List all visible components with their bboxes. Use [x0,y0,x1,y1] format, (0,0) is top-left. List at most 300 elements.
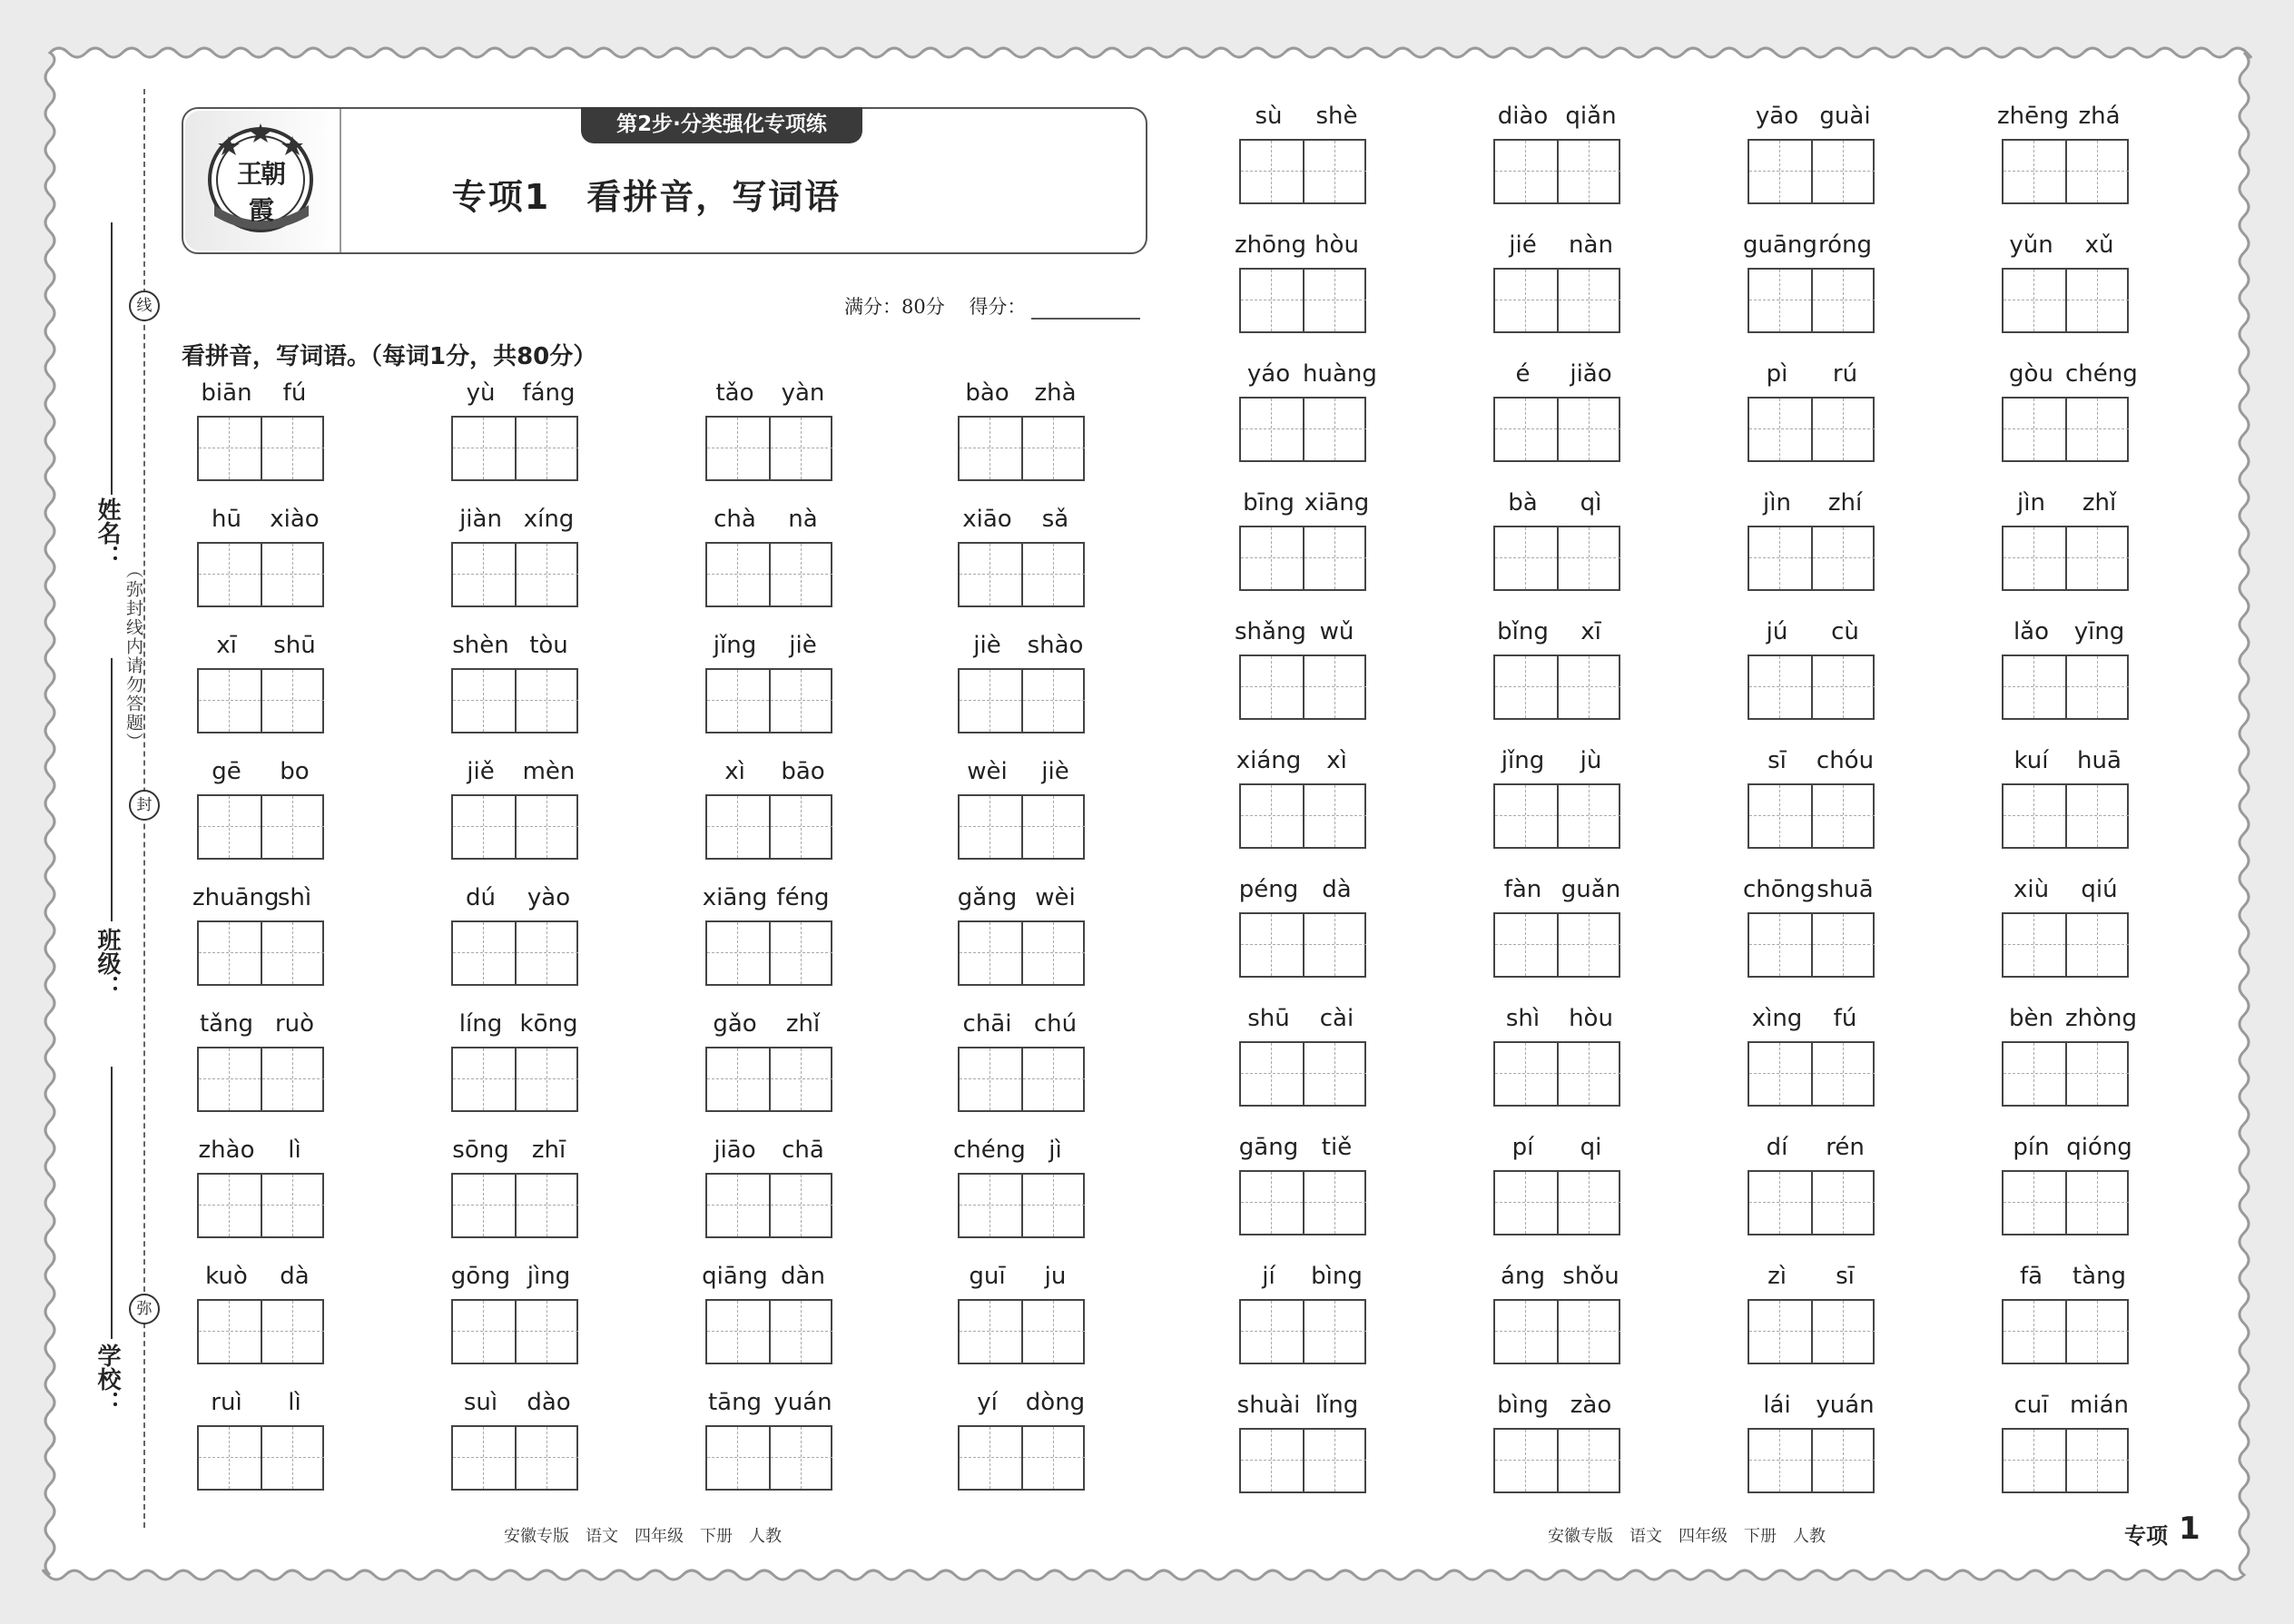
write-cell-2[interactable] [1305,141,1366,202]
write-cell-1[interactable] [1749,1301,1813,1363]
write-cell-1[interactable] [707,670,771,732]
pinyin-syllable-1: gōng [450,1263,511,1290]
pinyin-syllable-2: zhǐ [785,1010,821,1038]
pinyin-syllable-1: jié [1509,231,1537,259]
write-cell-2[interactable] [1023,1048,1085,1110]
write-cell-1[interactable] [1241,785,1305,847]
write-cell-1[interactable] [453,1048,517,1110]
write-cell-2[interactable] [1559,785,1620,847]
write-cell-2[interactable] [1305,1430,1366,1491]
write-cell-2[interactable] [1023,1427,1085,1489]
write-cell-1[interactable] [199,1427,262,1489]
write-cell-2[interactable] [1813,141,1875,202]
write-cell-1[interactable] [707,1175,771,1236]
write-cell-2[interactable] [1813,270,1875,331]
write-cell-2[interactable] [1559,141,1620,202]
tianzige-box [1493,1299,1620,1364]
name-line [111,222,113,495]
write-cell-2[interactable] [517,670,578,732]
word-item [953,379,1089,497]
write-cell-2[interactable] [1559,656,1620,718]
tianzige-box [197,794,324,860]
write-cell-1[interactable] [960,1301,1023,1363]
write-cell-2[interactable] [1305,527,1366,589]
pinyin-syllable-2: rú [1832,360,1858,388]
pinyin-syllable-2: shì [277,884,312,911]
write-cell-1[interactable] [453,1175,517,1236]
pinyin-syllable-1: sī [1767,747,1787,774]
pinyin-syllable-2: jiè [789,632,817,659]
write-cell-2[interactable] [2067,1172,2129,1234]
tianzige-box [705,920,832,986]
write-cell-2[interactable] [262,670,324,732]
write-cell-2[interactable] [1305,1172,1366,1234]
write-cell-2[interactable] [1023,922,1085,984]
word-item [1997,618,2133,736]
tianzige-box [1748,139,1875,204]
pinyin-syllable-1: bīng [1243,489,1295,517]
tianzige-box [451,920,578,986]
pinyin-syllable-1: shǎng [1235,618,1306,645]
pinyin-syllable-1: bào [965,379,1009,407]
tianzige-box [958,1425,1085,1491]
write-cell-1[interactable] [1749,527,1813,589]
write-cell-1[interactable] [1241,1430,1305,1491]
pinyin-syllable-2: qì [1580,489,1602,517]
word-item [1489,1392,1625,1510]
pinyin-syllable-1: shì [1505,1005,1541,1032]
write-cell-1[interactable] [453,796,517,858]
pinyin-syllable-1: líng [458,1010,503,1038]
write-cell-2[interactable] [517,1175,578,1236]
write-cell-2[interactable] [2067,527,2129,589]
seal-char-mi: 弥 [129,1294,160,1324]
write-cell-1[interactable] [2004,527,2067,589]
write-cell-2[interactable] [1305,785,1366,847]
write-cell-2[interactable] [771,1175,832,1236]
tianzige-box [705,1173,832,1238]
write-cell-1[interactable] [707,922,771,984]
word-item [1997,1005,2138,1123]
write-cell-2[interactable] [1023,796,1085,858]
pinyin-syllable-1: dú [466,884,496,911]
tianzige-box [705,1047,832,1112]
pinyin-syllable-2: zhī [531,1137,566,1164]
write-cell-2[interactable] [1813,1301,1875,1363]
word-item [1997,1392,2133,1510]
write-cell-1[interactable] [1241,1043,1305,1105]
tianzige-box [2002,139,2129,204]
write-cell-1[interactable] [1495,1430,1559,1491]
write-cell-2[interactable] [262,544,324,605]
pinyin-syllable-2: yīng [2073,618,2125,645]
write-cell-2[interactable] [262,1048,324,1110]
write-cell-2[interactable] [771,670,832,732]
write-cell-1[interactable] [2004,141,2067,202]
write-cell-1[interactable] [453,1427,517,1489]
pinyin-syllable-2: huàng [1303,360,1377,388]
write-cell-1[interactable] [1241,914,1305,976]
word-item [1997,360,2138,478]
write-cell-2[interactable] [2067,656,2129,718]
page-label: 专项 [2124,1523,2168,1549]
write-cell-2[interactable] [1559,270,1620,331]
word-item [1235,1392,1371,1510]
tianzige-box [1239,268,1366,333]
word-item [192,1263,329,1381]
pinyin-syllable-2: shū [273,632,316,659]
write-cell-2[interactable] [262,418,324,479]
pinyin-syllable-1: shuài [1236,1392,1301,1419]
write-cell-1[interactable] [707,1048,771,1110]
write-cell-1[interactable] [453,922,517,984]
write-cell-2[interactable] [1813,656,1875,718]
logo-text: 王朝霞 [236,159,284,225]
write-cell-2[interactable] [517,544,578,605]
write-cell-1[interactable] [960,796,1023,858]
word-item [447,632,583,750]
tianzige-box [958,794,1085,860]
pinyin-syllable-2: dàn [781,1263,825,1290]
write-cell-1[interactable] [960,670,1023,732]
score-blank[interactable] [1031,296,1140,320]
write-cell-2[interactable] [2067,270,2129,331]
write-cell-2[interactable] [1023,418,1085,479]
tianzige-box [2002,1170,2129,1235]
write-cell-1[interactable] [1749,1043,1813,1105]
write-cell-1[interactable] [2004,399,2067,460]
write-cell-2[interactable] [1559,1172,1620,1234]
pinyin-syllable-1: tǎng [199,1010,254,1038]
write-cell-1[interactable] [1495,270,1559,331]
pinyin-syllable-1: gē [212,758,241,785]
write-cell-1[interactable] [2004,270,2067,331]
write-cell-2[interactable] [1023,1175,1085,1236]
write-cell-1[interactable] [453,670,517,732]
write-cell-2[interactable] [517,418,578,479]
write-cell-2[interactable] [2067,785,2129,847]
write-cell-2[interactable] [771,1301,832,1363]
tianzige-box [1748,1428,1875,1493]
write-cell-1[interactable] [707,544,771,605]
pinyin-syllable-2: róng [1817,231,1872,259]
write-cell-2[interactable] [1559,1430,1620,1491]
write-cell-1[interactable] [960,418,1023,479]
tianzige-box [197,920,324,986]
write-cell-1[interactable] [960,1175,1023,1236]
write-cell-1[interactable] [199,1301,262,1363]
pinyin-syllable-1: kuí [2013,747,2049,774]
write-cell-2[interactable] [771,544,832,605]
tianzige-box [958,416,1085,481]
pinyin-syllable-1: yí [977,1389,998,1416]
write-cell-2[interactable] [1559,527,1620,589]
pinyin-syllable-2: xī [1580,618,1601,645]
footer-right: 安徽专版 语文 四年级 下册 人教 [1548,1527,1826,1546]
write-cell-1[interactable] [199,418,262,479]
tianzige-box [197,542,324,607]
write-cell-2[interactable] [771,418,832,479]
pinyin-syllable-2: chú [1033,1010,1078,1038]
write-cell-1[interactable] [1241,1301,1305,1363]
write-cell-1[interactable] [1495,914,1559,976]
write-cell-2[interactable] [1813,1043,1875,1105]
write-cell-2[interactable] [517,1048,578,1110]
pinyin-syllable-2: zhǐ [2082,489,2117,517]
word-item [1743,1392,1879,1510]
pinyin-syllable-2: guài [1819,103,1871,130]
word-item [1997,1134,2133,1252]
word-item [447,1389,583,1507]
pinyin-syllable-2: xíng [523,506,575,533]
pinyin-syllable-1: sù [1255,103,1283,130]
pinyin-syllable-1: cuī [2013,1392,2049,1419]
word-item [1489,747,1625,865]
full-score: 满分：80分 [844,296,945,318]
write-cell-2[interactable] [1305,914,1366,976]
write-cell-2[interactable] [262,1427,324,1489]
write-cell-2[interactable] [262,796,324,858]
write-cell-2[interactable] [517,922,578,984]
write-cell-2[interactable] [1305,656,1366,718]
pinyin-syllable-1: xì [724,758,745,785]
write-cell-2[interactable] [771,1427,832,1489]
write-cell-1[interactable] [1495,1043,1559,1105]
write-cell-1[interactable] [960,1427,1023,1489]
write-cell-2[interactable] [1305,1301,1366,1363]
tianzige-box [2002,1428,2129,1493]
pinyin-syllable-2: xiào [270,506,320,533]
tianzige-box [1748,655,1875,720]
write-cell-2[interactable] [517,1427,578,1489]
pinyin-syllable-1: fā [2019,1263,2043,1290]
word-item [1489,103,1625,221]
write-cell-2[interactable] [1305,399,1366,460]
write-cell-2[interactable] [1559,399,1620,460]
pinyin-syllable-2: tiě [1321,1134,1353,1161]
write-cell-2[interactable] [1813,1172,1875,1234]
pinyin-syllable-1: wèi [967,758,1008,785]
write-cell-2[interactable] [771,922,832,984]
pinyin-syllable-1: jú [1766,618,1788,645]
write-cell-1[interactable] [199,544,262,605]
pinyin-syllable-2: lì [288,1137,301,1164]
write-cell-1[interactable] [1241,527,1305,589]
write-cell-1[interactable] [2004,914,2067,976]
write-cell-2[interactable] [1813,914,1875,976]
word-item [701,1389,837,1507]
write-cell-1[interactable] [453,1301,517,1363]
word-item [1489,360,1625,478]
pinyin-syllable-1: tāng [707,1389,763,1416]
write-cell-1[interactable] [1241,141,1305,202]
tianzige-box [958,920,1085,986]
write-cell-2[interactable] [262,922,324,984]
write-cell-2[interactable] [1813,527,1875,589]
write-cell-1[interactable] [1749,656,1813,718]
tianzige-box [705,1299,832,1364]
write-cell-1[interactable] [1241,399,1305,460]
write-cell-2[interactable] [2067,399,2129,460]
write-cell-2[interactable] [2067,1301,2129,1363]
write-cell-1[interactable] [1495,399,1559,460]
write-cell-1[interactable] [1241,656,1305,718]
write-cell-1[interactable] [1241,270,1305,331]
tianzige-box [1748,1041,1875,1107]
write-cell-1[interactable] [453,544,517,605]
write-cell-1[interactable] [2004,785,2067,847]
pinyin-syllable-1: zhēng [1997,103,2070,130]
tianzige-box [197,1425,324,1491]
pinyin-syllable-2: wèi [1035,884,1076,911]
write-cell-1[interactable] [1749,399,1813,460]
pinyin-syllable-1: jìn [2017,489,2045,517]
pinyin-syllable-2: cài [1319,1005,1354,1032]
word-item [1997,1263,2133,1381]
write-cell-1[interactable] [1749,785,1813,847]
pinyin-syllable-2: shào [1027,632,1084,659]
pinyin-syllable-2: shǒu [1562,1263,1620,1290]
write-cell-1[interactable] [1749,914,1813,976]
write-cell-1[interactable] [1495,785,1559,847]
word-item [701,506,837,624]
write-cell-1[interactable] [1241,1172,1305,1234]
pinyin-syllable-2: xiāng [1304,489,1370,517]
pinyin-syllable-1: xiáng [1236,747,1302,774]
write-cell-1[interactable] [960,544,1023,605]
write-cell-1[interactable] [1749,270,1813,331]
write-cell-2[interactable] [1559,1301,1620,1363]
pinyin-syllable-1: jǐng [1501,747,1545,774]
pinyin-syllable-2: kōng [519,1010,578,1038]
word-item [701,632,837,750]
got-score-label: 得分： [969,296,1027,318]
write-cell-1[interactable] [2004,1301,2067,1363]
tianzige-box [1493,912,1620,978]
write-cell-1[interactable] [1749,141,1813,202]
pinyin-syllable-1: péng [1238,876,1299,903]
write-cell-2[interactable] [771,1048,832,1110]
write-cell-2[interactable] [1023,670,1085,732]
write-cell-1[interactable] [199,796,262,858]
tianzige-box [958,542,1085,607]
write-cell-1[interactable] [2004,656,2067,718]
brand-logo [202,118,320,236]
tianzige-box [1239,912,1366,978]
tianzige-box [451,1047,578,1112]
pinyin-syllable-2: bìng [1311,1263,1363,1290]
write-cell-1[interactable] [707,1427,771,1489]
pinyin-syllable-1: ruì [211,1389,242,1416]
word-item [1235,747,1371,865]
write-cell-1[interactable] [2004,1172,2067,1234]
write-cell-1[interactable] [1495,656,1559,718]
tianzige-box [2002,783,2129,849]
write-cell-1[interactable] [199,922,262,984]
write-cell-1[interactable] [707,1301,771,1363]
write-cell-1[interactable] [1495,141,1559,202]
write-cell-2[interactable] [1023,1301,1085,1363]
tianzige-box [1239,397,1366,462]
word-item [1743,1005,1879,1123]
tianzige-box [1748,1170,1875,1235]
write-cell-2[interactable] [2067,914,2129,976]
write-cell-1[interactable] [1749,1172,1813,1234]
write-cell-1[interactable] [707,796,771,858]
pinyin-syllable-2: xǔ [2084,231,2114,259]
pinyin-syllable-2: shuā [1816,876,1874,903]
write-cell-1[interactable] [1495,1172,1559,1234]
write-cell-1[interactable] [960,922,1023,984]
pinyin-syllable-2: ju [1044,1263,1067,1290]
pinyin-syllable-2: zhòng [2065,1005,2138,1032]
write-cell-1[interactable] [1495,1301,1559,1363]
write-cell-2[interactable] [1813,785,1875,847]
pinyin-syllable-2: fú [1833,1005,1857,1032]
write-cell-2[interactable] [771,796,832,858]
write-cell-1[interactable] [707,418,771,479]
write-cell-2[interactable] [1559,1043,1620,1105]
pinyin-syllable-1: zhōng [1235,231,1307,259]
write-cell-2[interactable] [517,1301,578,1363]
tianzige-box [451,794,578,860]
pinyin-syllable-2: lǐng [1314,1392,1359,1419]
write-cell-1[interactable] [2004,1430,2067,1491]
pinyin-syllable-2: guǎn [1561,876,1621,903]
write-cell-1[interactable] [199,1175,262,1236]
word-item [953,758,1089,876]
write-cell-1[interactable] [1495,527,1559,589]
write-cell-2[interactable] [2067,1430,2129,1491]
tianzige-box [1748,1299,1875,1364]
write-cell-2[interactable] [262,1175,324,1236]
write-cell-2[interactable] [1305,270,1366,331]
pinyin-syllable-2: shè [1315,103,1358,130]
write-cell-2[interactable] [1023,544,1085,605]
write-cell-2[interactable] [1305,1043,1366,1105]
write-cell-2[interactable] [262,1301,324,1363]
tianzige-box [451,1425,578,1491]
word-item [447,758,583,876]
write-cell-1[interactable] [199,670,262,732]
write-cell-1[interactable] [960,1048,1023,1110]
pinyin-syllable-1: zhào [198,1137,255,1164]
write-cell-2[interactable] [1813,1430,1875,1491]
pinyin-syllable-1: pì [1766,360,1788,388]
tianzige-box [958,1299,1085,1364]
tianzige-box [1493,397,1620,462]
write-cell-2[interactable] [1559,914,1620,976]
pinyin-syllable-2: jiǎo [1570,360,1612,388]
write-cell-2[interactable] [2067,1043,2129,1105]
pinyin-syllable-1: xiāng [702,884,768,911]
write-cell-2[interactable] [517,796,578,858]
write-cell-1[interactable] [1749,1430,1813,1491]
word-item [447,1137,583,1255]
pinyin-syllable-2: jiè [1041,758,1069,785]
word-item [1235,1005,1371,1123]
write-cell-1[interactable] [199,1048,262,1110]
write-cell-2[interactable] [1813,399,1875,460]
pinyin-syllable-2: yuán [1816,1392,1875,1419]
pinyin-syllable-1: xiù [2013,876,2050,903]
write-cell-1[interactable] [453,418,517,479]
word-item [1997,231,2133,349]
write-cell-1[interactable] [2004,1043,2067,1105]
word-item [447,884,583,1002]
write-cell-2[interactable] [2067,141,2129,202]
pinyin-syllable-2: yuán [773,1389,832,1416]
